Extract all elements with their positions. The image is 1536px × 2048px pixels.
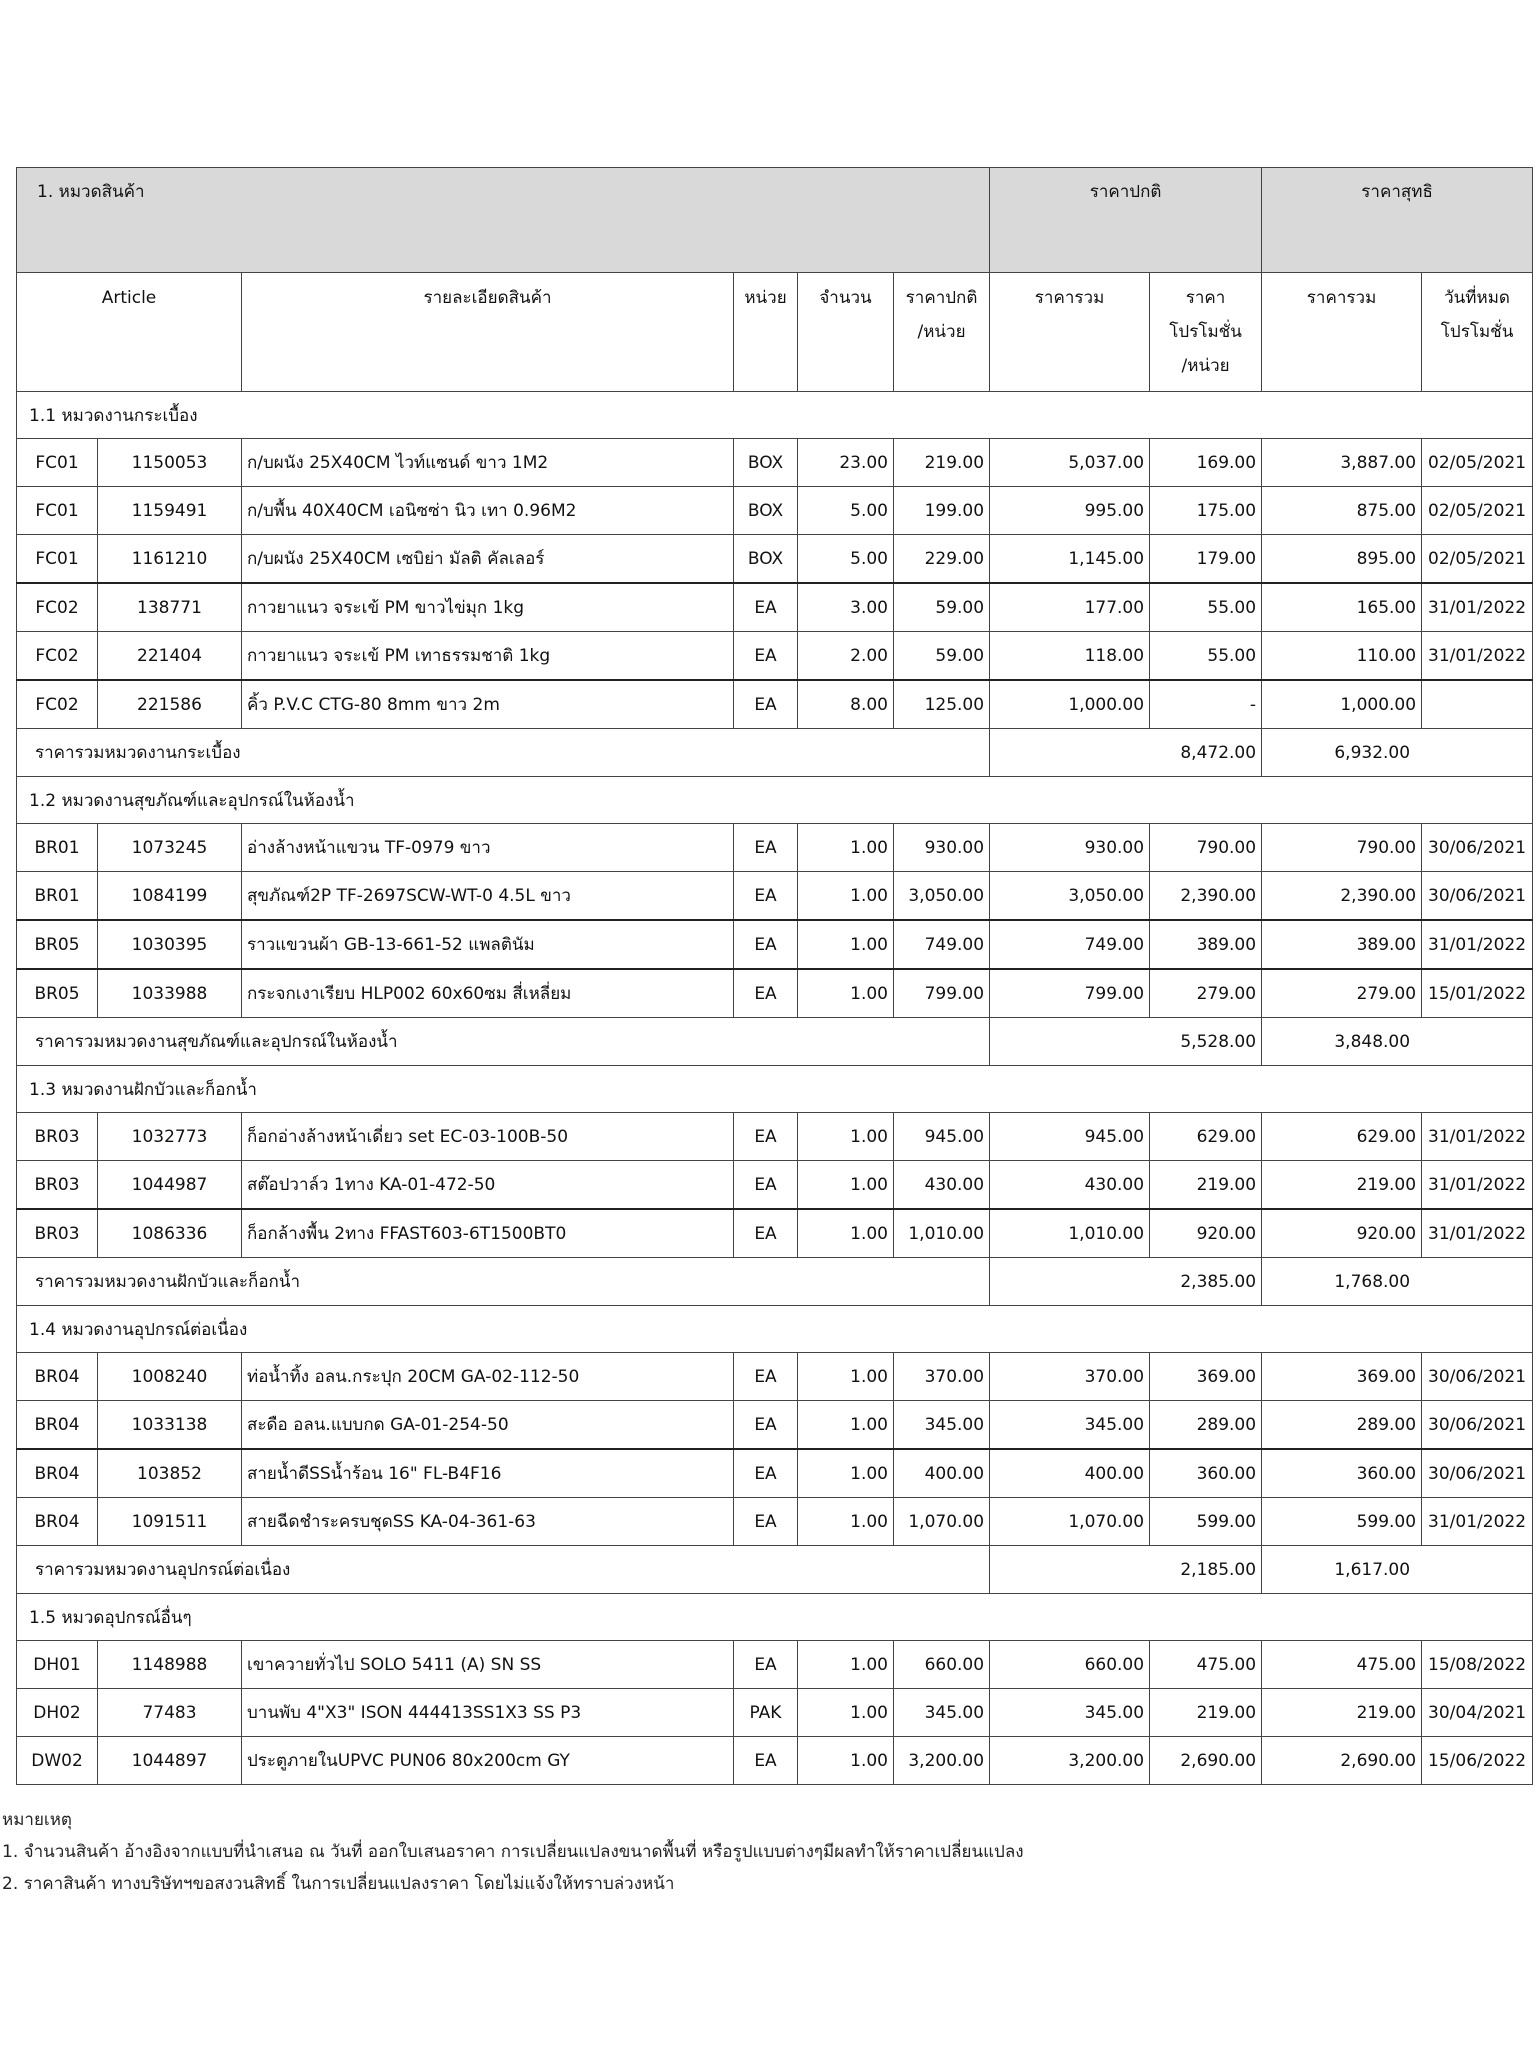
item-unit: EA [734,680,798,729]
item-total: 995.00 [990,487,1150,535]
item-total: 1,070.00 [990,1498,1150,1546]
table-row [17,1737,1533,1785]
item-article: 1073245 [98,824,242,872]
col-total-header: ราคารวม [990,273,1150,392]
item-promo-price: 219.00 [1150,1161,1262,1210]
item-code: FC02 [17,680,98,729]
item-description: สายน้ำดีSSน้ำร้อน 16" FL-B4F16 [242,1449,734,1498]
item-code: BR03 [17,1161,98,1210]
col-qty-header: จำนวน [798,273,894,392]
item-promo-price: 55.00 [1150,632,1262,681]
table-row [17,969,1533,1018]
subtotal-normal: 8,472.00 [990,729,1262,777]
item-description: อ่างล้างหน้าแขวน TF-0979 ขาว [242,824,734,872]
item-description: ราวแขวนผ้า GB-13-661-52 แพลตินัม [242,920,734,969]
item-total: 400.00 [990,1449,1150,1498]
subtotal-label: ราคารวมหมวดงานกระเบื้อง [17,729,990,777]
item-code: FC01 [17,535,98,584]
item-unit-price: 1,070.00 [894,1498,990,1546]
item-promo-price: 790.00 [1150,824,1262,872]
item-code: DW02 [17,1737,98,1785]
item-article: 1150053 [98,439,242,487]
item-promo-expiry: 15/06/2022 [1422,1737,1533,1785]
item-description: สะดือ อลน.แบบกด GA-01-254-50 [242,1401,734,1450]
item-promo-price: 219.00 [1150,1689,1262,1737]
item-promo-price: 279.00 [1150,969,1262,1018]
table-row [17,1209,1533,1258]
notes-title: หมายเหตุ [2,1810,72,1830]
item-net-total: 2,390.00 [1262,872,1422,921]
subtotal-net: 6,932.00 [1262,729,1533,777]
item-qty: 1.00 [798,872,894,921]
item-unit-price: 219.00 [894,439,990,487]
table-row [17,583,1533,632]
subtotal-normal: 5,528.00 [990,1018,1262,1066]
item-description: คิ้ว P.V.C CTG-80 8mm ขาว 2m [242,680,734,729]
normal-price-group-header: ราคาปกติ [990,168,1262,273]
item-total: 1,145.00 [990,535,1150,584]
item-promo-price: - [1150,680,1262,729]
item-total: 430.00 [990,1161,1150,1210]
col-promo-line3: /หน่วย [1181,356,1230,376]
item-qty: 1.00 [798,824,894,872]
column-header-row [17,273,1533,392]
item-promo-expiry: 15/01/2022 [1422,969,1533,1018]
item-qty: 1.00 [798,1498,894,1546]
item-article: 1084199 [98,872,242,921]
item-description: ก/บผนัง 25X40CM เซบิย่า มัลติ คัลเลอร์ [242,535,734,584]
table-row [17,1689,1533,1737]
item-total: 5,037.00 [990,439,1150,487]
item-unit-price: 749.00 [894,920,990,969]
item-article: 1091511 [98,1498,242,1546]
item-qty: 5.00 [798,535,894,584]
item-net-total: 875.00 [1262,487,1422,535]
item-unit: EA [734,1353,798,1401]
table-row [17,439,1533,487]
item-unit: BOX [734,487,798,535]
subtotal-row [17,1258,1533,1306]
item-qty: 1.00 [798,1641,894,1689]
item-unit-price: 3,050.00 [894,872,990,921]
table-row [17,1113,1533,1161]
col-unit-price-line2: /หน่วย [917,322,966,342]
item-unit-price: 59.00 [894,583,990,632]
item-net-total: 3,887.00 [1262,439,1422,487]
item-promo-expiry: 31/01/2022 [1422,1161,1533,1210]
subtotal-label: ราคารวมหมวดงานสุขภัณฑ์และอุปกรณ์ในห้องน้ำ [17,1018,990,1066]
item-promo-price: 2,690.00 [1150,1737,1262,1785]
item-code: BR05 [17,920,98,969]
item-promo-price: 289.00 [1150,1401,1262,1450]
note-line-2: 2. ราคาสินค้า ทางบริษัทฯขอสงวนสิทธิ์ ในการเปลี่ยนแปลงราคา โดยไม่แจ้งให้ทราบล่วงหน้า [2,1874,675,1894]
col-promo-header [1150,273,1262,392]
item-qty: 2.00 [798,632,894,681]
table-row [17,1641,1533,1689]
item-total: 345.00 [990,1689,1150,1737]
table-row [17,1161,1533,1210]
item-description: กาวยาแนว จระเข้ PM เทาธรรมชาติ 1kg [242,632,734,681]
section-header-row [17,392,1533,439]
item-code: BR01 [17,872,98,921]
item-total: 930.00 [990,824,1150,872]
item-unit-price: 199.00 [894,487,990,535]
item-promo-expiry: 30/06/2021 [1422,1449,1533,1498]
item-code: FC01 [17,487,98,535]
item-promo-price: 920.00 [1150,1209,1262,1258]
item-description: ก็อกอ่างล้างหน้าเดี่ยว set EC-03-100B-50 [242,1113,734,1161]
item-qty: 1.00 [798,1449,894,1498]
item-net-total: 895.00 [1262,535,1422,584]
item-promo-expiry: 31/01/2022 [1422,920,1533,969]
item-qty: 1.00 [798,1161,894,1210]
item-qty: 1.00 [798,1113,894,1161]
item-net-total: 389.00 [1262,920,1422,969]
item-unit: EA [734,1498,798,1546]
col-expire-line2: โปรโมชั่น [1440,322,1514,342]
item-unit-price: 345.00 [894,1689,990,1737]
col-promo-line2: โปรโมชั่น [1169,322,1242,342]
item-code: DH01 [17,1641,98,1689]
table-row [17,1353,1533,1401]
note-line-1: 1. จำนวนสินค้า อ้างอิงจากแบบที่นำเสนอ ณ วันที่ ออกใบเสนอราคา การเปลี่ยนแปลงขนาดพื้นที่ หรือรูปแบบต่างๆมีผลทำให้ราคาเปลี่ยนแปลง [2,1842,1024,1862]
item-qty: 1.00 [798,969,894,1018]
item-unit: EA [734,1737,798,1785]
item-unit-price: 945.00 [894,1113,990,1161]
item-qty: 3.00 [798,583,894,632]
item-promo-expiry: 31/01/2022 [1422,1209,1533,1258]
item-total: 1,010.00 [990,1209,1150,1258]
table-row [17,824,1533,872]
item-description: ก/บผนัง 25X40CM ไวท์แซนด์ ขาว 1M2 [242,439,734,487]
item-qty: 1.00 [798,1689,894,1737]
section-title: 1.1 หมวดงานกระเบื้อง [17,392,1533,439]
subtotal-label: ราคารวมหมวดงานฝักบัวและก็อกน้ำ [17,1258,990,1306]
item-code: BR01 [17,824,98,872]
item-net-total: 1,000.00 [1262,680,1422,729]
item-net-total: 369.00 [1262,1353,1422,1401]
item-promo-expiry: 02/05/2021 [1422,535,1533,584]
table-row [17,1449,1533,1498]
table-body [17,168,1533,1785]
item-promo-price: 169.00 [1150,439,1262,487]
item-net-total: 279.00 [1262,969,1422,1018]
table-row [17,920,1533,969]
item-article: 1044987 [98,1161,242,1210]
section-header-row [17,1306,1533,1353]
item-promo-expiry: 15/08/2022 [1422,1641,1533,1689]
item-code: BR03 [17,1209,98,1258]
item-unit: EA [734,920,798,969]
item-article: 1159491 [98,487,242,535]
item-article: 77483 [98,1689,242,1737]
item-qty: 5.00 [798,487,894,535]
item-article: 221586 [98,680,242,729]
item-net-total: 360.00 [1262,1449,1422,1498]
item-qty: 8.00 [798,680,894,729]
item-total: 370.00 [990,1353,1150,1401]
item-code: DH02 [17,1689,98,1737]
item-unit: EA [734,969,798,1018]
item-promo-expiry: 31/01/2022 [1422,1113,1533,1161]
section-header-row [17,1066,1533,1113]
col-detail-header: รายละเอียดสินค้า [242,273,734,392]
table-row [17,1401,1533,1450]
item-net-total: 219.00 [1262,1689,1422,1737]
item-code: BR05 [17,969,98,1018]
item-article: 1030395 [98,920,242,969]
item-description: สายฉีดชำระครบชุดSS KA-04-361-63 [242,1498,734,1546]
item-net-total: 790.00 [1262,824,1422,872]
item-unit-price: 370.00 [894,1353,990,1401]
item-article: 1044897 [98,1737,242,1785]
item-promo-price: 475.00 [1150,1641,1262,1689]
item-article: 221404 [98,632,242,681]
col-unit-header: หน่วย [734,273,798,392]
item-promo-expiry [1422,680,1533,729]
item-code: BR04 [17,1401,98,1450]
section-title: 1.3 หมวดงานฝักบัวและก็อกน้ำ [17,1066,1533,1113]
quotation-sheet [16,167,1532,1785]
item-description: ท่อน้ำทิ้ง อลน.กระปุก 20CM GA-02-112-50 [242,1353,734,1401]
item-unit-price: 400.00 [894,1449,990,1498]
section-title: 1.5 หมวดอุปกรณ์อื่นๆ [17,1594,1533,1641]
item-promo-price: 360.00 [1150,1449,1262,1498]
col-expire-header [1422,273,1533,392]
item-unit: EA [734,824,798,872]
subtotal-net: 1,617.00 [1262,1546,1533,1594]
item-promo-price: 55.00 [1150,583,1262,632]
table-row [17,872,1533,921]
item-promo-price: 389.00 [1150,920,1262,969]
subtotal-row [17,1018,1533,1066]
item-total: 749.00 [990,920,1150,969]
item-code: BR04 [17,1498,98,1546]
item-unit: EA [734,1401,798,1450]
item-net-total: 219.00 [1262,1161,1422,1210]
item-description: เขาควายทั่วไป SOLO 5411 (A) SN SS [242,1641,734,1689]
item-unit-price: 3,200.00 [894,1737,990,1785]
item-qty: 23.00 [798,439,894,487]
item-unit-price: 660.00 [894,1641,990,1689]
subtotal-label: ราคารวมหมวดงานอุปกรณ์ต่อเนื่อง [17,1546,990,1594]
item-total: 660.00 [990,1641,1150,1689]
item-unit: PAK [734,1689,798,1737]
item-description: สุขภัณฑ์2P TF-2697SCW-WT-0 4.5L ขาว [242,872,734,921]
col-promo-line1: ราคา [1185,288,1226,308]
subtotal-net: 1,768.00 [1262,1258,1533,1306]
section-header-row [17,777,1533,824]
section-title: 1.4 หมวดงานอุปกรณ์ต่อเนื่อง [17,1306,1533,1353]
section-title: 1.2 หมวดงานสุขภัณฑ์และอุปกรณ์ในห้องน้ำ [17,777,1533,824]
item-unit: EA [734,583,798,632]
quotation-table [16,167,1533,1785]
item-promo-expiry: 31/01/2022 [1422,583,1533,632]
item-article: 1032773 [98,1113,242,1161]
table-row [17,632,1533,681]
item-total: 1,000.00 [990,680,1150,729]
item-unit-price: 229.00 [894,535,990,584]
item-net-total: 289.00 [1262,1401,1422,1450]
item-promo-price: 629.00 [1150,1113,1262,1161]
col-article-header: Article [17,273,242,392]
table-row [17,1498,1533,1546]
item-net-total: 475.00 [1262,1641,1422,1689]
col-expire-line1: วันที่หมด [1444,288,1510,308]
item-unit-price: 930.00 [894,824,990,872]
item-qty: 1.00 [798,1737,894,1785]
item-promo-expiry: 02/05/2021 [1422,439,1533,487]
item-qty: 1.00 [798,1353,894,1401]
item-unit-price: 345.00 [894,1401,990,1450]
subtotal-net: 3,848.00 [1262,1018,1533,1066]
item-code: FC01 [17,439,98,487]
item-total: 118.00 [990,632,1150,681]
subtotal-row [17,1546,1533,1594]
item-unit: EA [734,1209,798,1258]
item-total: 177.00 [990,583,1150,632]
item-unit-price: 1,010.00 [894,1209,990,1258]
item-total: 345.00 [990,1401,1150,1450]
item-article: 1086336 [98,1209,242,1258]
item-promo-expiry: 30/04/2021 [1422,1689,1533,1737]
item-unit: EA [734,1161,798,1210]
item-unit-price: 799.00 [894,969,990,1018]
table-row [17,487,1533,535]
subtotal-normal: 2,385.00 [990,1258,1262,1306]
item-promo-expiry: 31/01/2022 [1422,1498,1533,1546]
item-qty: 1.00 [798,1401,894,1450]
item-unit: EA [734,1449,798,1498]
item-net-total: 920.00 [1262,1209,1422,1258]
net-price-group-header: ราคาสุทธิ [1262,168,1533,273]
item-promo-expiry: 02/05/2021 [1422,487,1533,535]
table-row [17,680,1533,729]
item-description: บานพับ 4"X3" ISON 444413SS1X3 SS P3 [242,1689,734,1737]
subtotal-row [17,729,1533,777]
section-header-row [17,1594,1533,1641]
item-article: 1033988 [98,969,242,1018]
item-description: ประตูภายในUPVC PUN06 80x200cm GY [242,1737,734,1785]
item-promo-expiry: 30/06/2021 [1422,824,1533,872]
category-title: 1. หมวดสินค้า [17,168,990,273]
item-qty: 1.00 [798,920,894,969]
item-net-total: 599.00 [1262,1498,1422,1546]
item-promo-price: 179.00 [1150,535,1262,584]
item-unit: EA [734,1113,798,1161]
item-promo-price: 369.00 [1150,1353,1262,1401]
col-unit-price-line1: ราคาปกติ [905,288,978,308]
item-net-total: 110.00 [1262,632,1422,681]
item-unit: BOX [734,439,798,487]
item-total: 3,200.00 [990,1737,1150,1785]
item-unit-price: 125.00 [894,680,990,729]
col-unit-price-header [894,273,990,392]
item-promo-expiry: 30/06/2021 [1422,872,1533,921]
item-code: BR04 [17,1449,98,1498]
item-promo-expiry: 31/01/2022 [1422,632,1533,681]
item-description: สต๊อปวาล์ว 1ทาง KA-01-472-50 [242,1161,734,1210]
item-article: 138771 [98,583,242,632]
item-article: 1161210 [98,535,242,584]
item-unit: BOX [734,535,798,584]
item-promo-expiry: 30/06/2021 [1422,1401,1533,1450]
item-total: 799.00 [990,969,1150,1018]
item-code: FC02 [17,583,98,632]
item-promo-expiry: 30/06/2021 [1422,1353,1533,1401]
subtotal-normal: 2,185.00 [990,1546,1262,1594]
item-unit-price: 59.00 [894,632,990,681]
item-code: FC02 [17,632,98,681]
item-total: 3,050.00 [990,872,1150,921]
item-qty: 1.00 [798,1209,894,1258]
item-unit: EA [734,632,798,681]
item-article: 1008240 [98,1353,242,1401]
item-description: กาวยาแนว จระเข้ PM ขาวไข่มุก 1kg [242,583,734,632]
notes-block [2,1804,1024,1900]
item-net-total: 165.00 [1262,583,1422,632]
item-total: 945.00 [990,1113,1150,1161]
item-article: 103852 [98,1449,242,1498]
col-net-total-header: ราคารวม [1262,273,1422,392]
item-description: ก็อกล้างพื้น 2ทาง FFAST603-6T1500BT0 [242,1209,734,1258]
item-net-total: 2,690.00 [1262,1737,1422,1785]
item-unit: EA [734,872,798,921]
table-row [17,535,1533,584]
item-description: ก/บพื้น 40X40CM เอนิซซ่า นิว เทา 0.96M2 [242,487,734,535]
item-promo-price: 2,390.00 [1150,872,1262,921]
item-description: กระจกเงาเรียบ HLP002 60x60ซม สี่เหลี่ยม [242,969,734,1018]
item-promo-price: 599.00 [1150,1498,1262,1546]
item-code: BR03 [17,1113,98,1161]
item-unit-price: 430.00 [894,1161,990,1210]
item-unit: EA [734,1641,798,1689]
item-code: BR04 [17,1353,98,1401]
item-article: 1033138 [98,1401,242,1450]
table-title-row [17,168,1533,273]
item-promo-price: 175.00 [1150,487,1262,535]
item-net-total: 629.00 [1262,1113,1422,1161]
item-article: 1148988 [98,1641,242,1689]
